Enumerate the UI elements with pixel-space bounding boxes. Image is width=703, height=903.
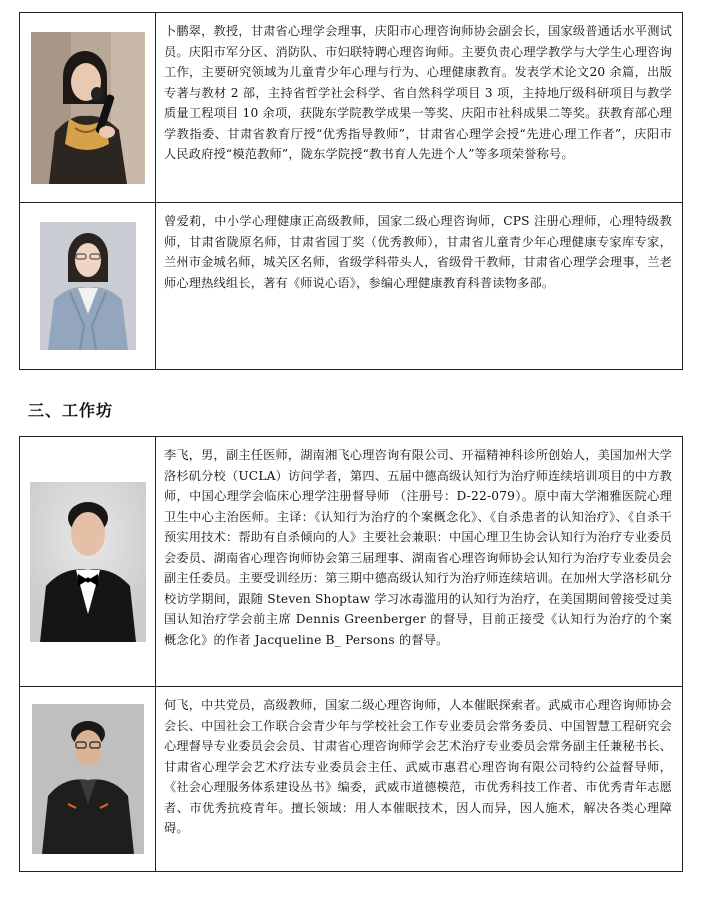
photo-cell (20, 13, 156, 202)
photo-cell (20, 437, 156, 686)
speaker-bio: 李飞，男，副主任医师，湖南湘飞心理咨询有限公司、开福精神科诊所创始人，美国加州大学洛杉矶分校（UCLA）访问学者，第四、五届中德高级认知行为治疗师连续培训项目的中方教师，中国心理学会临床心理学注册督导师 （注册号：D-22-079）。原中南大学湘雅医院心理卫生中心主治医师。主译：《认知行为治疗的个案概念化》、《自杀患者的认知治疗》、《自杀干预实用技术：帮助有自杀倾向的人》主要社会兼职：中国心理卫生协会认知行为治疗专业委员会委员、湖南省心理咨询师协会第三届理事、湖南省心理咨询师协会认知行为治疗专业委员会副主任委员。主要受训经历：第三期中德高级认知行为治疗师连续培训。在加州大学洛杉矶分校访学期间，跟随 Steven Shoptaw 学习冰毒滥用的认知行为治疗，在美国期间曾接受过美国认知治疗学会前主席 Dennis Greenberger 的督导，目前正接受《认知行为治疗的个案概念化》的作者 Jacqueline B_ Persons 的督导。 (164, 448, 673, 647)
speaker-row (20, 13, 682, 203)
speaker-photo (30, 482, 146, 642)
speaker-row (20, 437, 682, 687)
speaker-bio: 何飞，中共党员，高级教师，国家二级心理咨询师，人本催眠探索者。武威市心理咨询师协会会长、中国社会工作联合会青少年与学校社会工作专业委员会常务委员、中国智慧工程研究会心理督导专业委员会会员、甘肃省心理咨询师学会艺术治疗专业委员会常务副主任兼秘书长、甘肃省心理学会艺术疗法专业委员会主任、武威市惠君心理咨询有限公司特约公益督导师，《社会心理服务体系建设丛书》编委，武威市道德模范，市优秀科技工作者、市优秀青年志愿者、市优秀抗疫青年。擅长领域：用人本催眠技术，因人而异，因人施术，解决各类心理障碍。 (164, 698, 672, 835)
speaker-photo (40, 222, 136, 350)
speaker-table-bottom (19, 436, 683, 872)
photo-cell (20, 203, 156, 369)
speaker-photo (31, 32, 145, 184)
speaker-row (20, 687, 682, 871)
photo-cell (20, 687, 156, 871)
speaker-bio: 曾爱莉，中小学心理健康正高级教师，国家二级心理咨询师，CPS 注册心理师，心理特级教师，甘肃省陇原名师，甘肃省园丁奖（优秀教师），甘肃省儿童青少年心理健康专家库专家，兰州市金城名师，城关区名师，省级学科带头人，省级骨干教师，甘肃省心理学会理事，兰老师心理热线组长，著有《师说心语》，参编心理健康教育科普读物多部。 (164, 214, 672, 290)
speaker-row (20, 203, 682, 369)
speaker-photo (32, 704, 144, 854)
section-heading: 三、工作坊 (28, 401, 114, 420)
speaker-bio: 卜鹏翠，教授，甘肃省心理学会理事，庆阳市心理咨询师协会副会长，国家级普通话水平测试员。庆阳市军分区、消防队、市妇联特聘心理咨询师。主要负责心理学教学与大学生心理咨询工作，主要研究领域为儿童青少年心理与行为、心理健康教育。发表学术论文20 余篇，出版专著与教材 2 部，主持省哲学社会科学、省自然科学项目 3 项，主持地厅级科研项目与教学质量工程项目 10 余项，获陇东学院教学成果一等奖、庆阳市社科成果二等奖。获教育部心理学教指委、甘肃省教育厅授“优秀指导教师”，甘肃省心理学会授“先进心理工作者”，庆阳市人民政府授“模范教师”，陇东学院授“教书育人先进个人”等多项荣誉称号。 (164, 24, 672, 161)
speaker-table-top (19, 12, 683, 370)
